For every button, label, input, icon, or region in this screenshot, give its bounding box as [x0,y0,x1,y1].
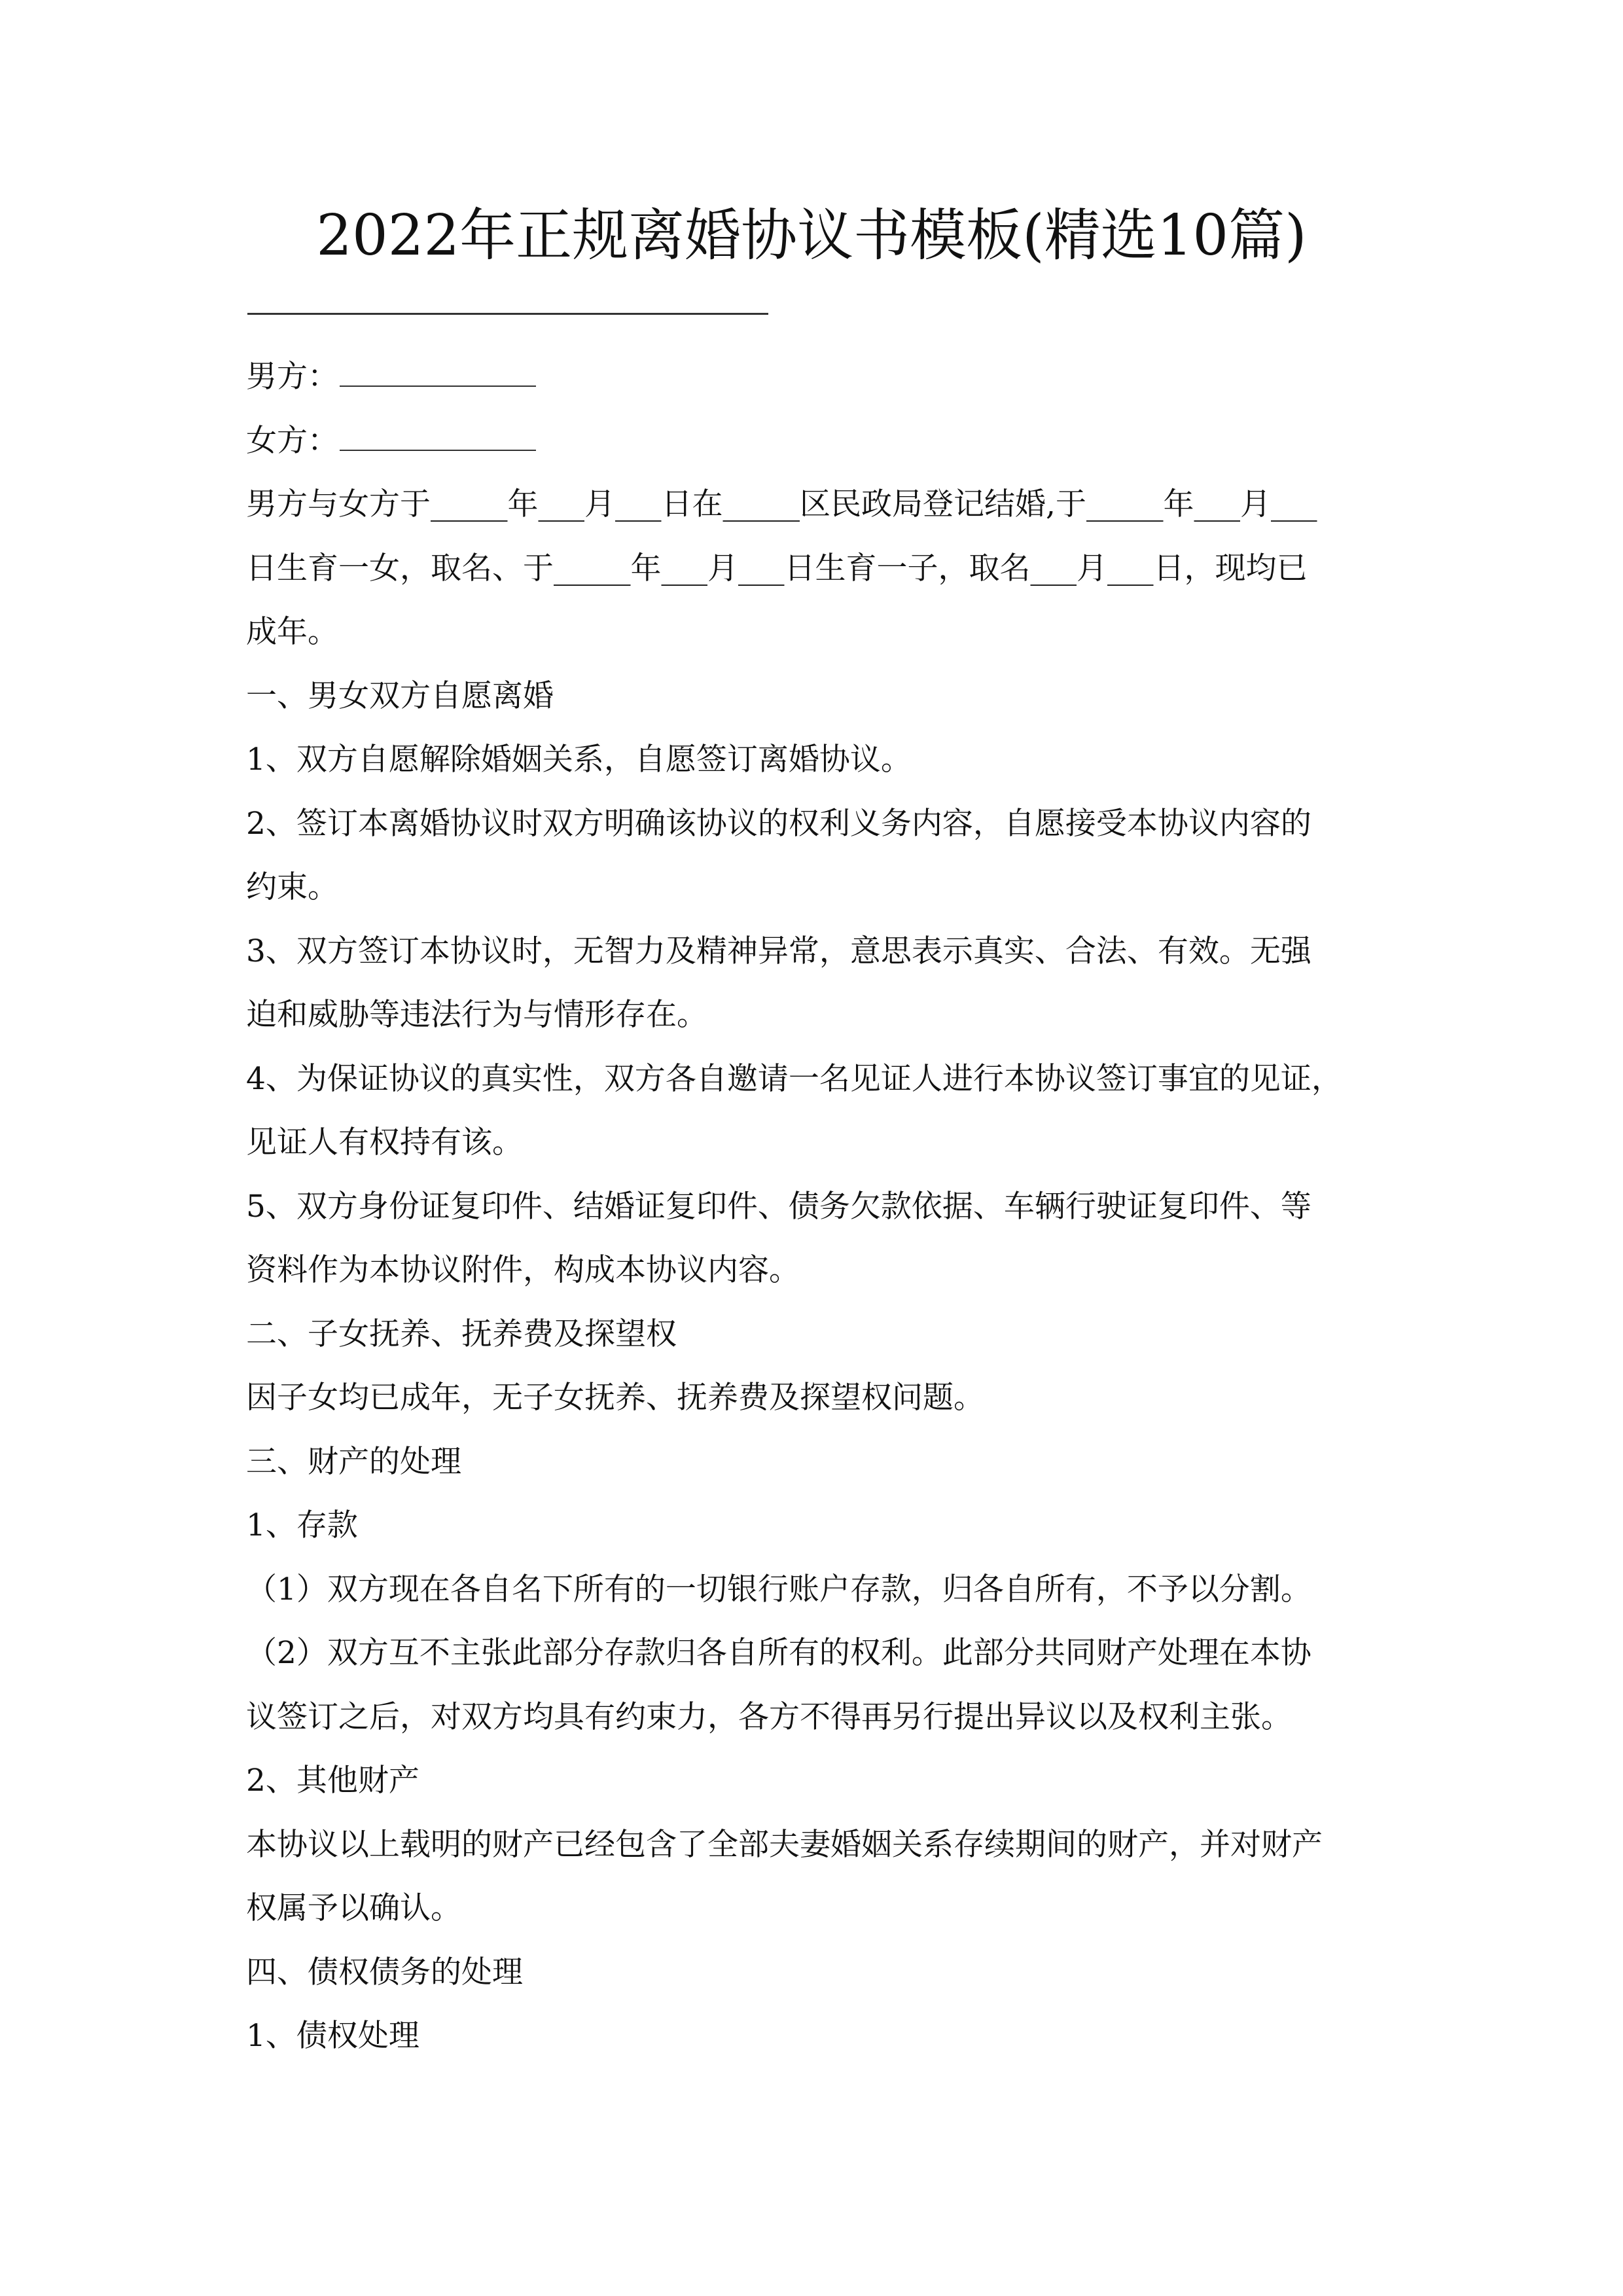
title-underline [247,313,768,315]
paragraph-line: 约束。 [246,869,338,905]
wife-blank [340,410,536,451]
wife-label: 女方： [246,422,338,459]
paragraph-line: 日生育一女，取名、于_____年___月___日生育一子，取名___月___日，现均已 [246,550,1308,586]
husband-label: 男方： [246,359,338,395]
paragraph-line: 议签订之后，对双方均具有约束力，各方不得再另行提出异议以及权利主张。 [246,1698,1292,1735]
paragraph-line: 1、双方自愿解除婚姻关系，自愿签订离婚协议。 [246,742,912,778]
paragraph-line: （1）双方现在各自名下所有的一切银行账户存款，归各自所有，不予以分割。 [246,1571,1311,1607]
section-heading: 三、财产的处理 [246,1443,461,1480]
section-heading: 一、男女双方自愿离婚 [246,677,554,714]
paragraph-line: 见证人有权持有该。 [246,1124,523,1160]
document-body [246,345,1382,2068]
paragraph-line: 4、为保证协议的真实性，双方各自邀请一名见证人进行本协议签订事宜的见证， [246,1060,1342,1097]
wife-field [246,409,1382,473]
document-title: 2022年正规离婚协议书模板(精选10篇) [316,203,1307,268]
paragraph-line: 迫和威胁等违法行为与情形存在。 [246,997,707,1033]
paragraph-line: 3、双方签订本协议时，无智力及精神异常，意思表示真实、合法、有效。无强 [246,933,1311,969]
paragraph-line: 5、双方身份证复印件、结婚证复印件、债务欠款依据、车辆行驶证复印件、等 [246,1188,1311,1225]
subsection-heading: 1、债权处理 [246,2018,419,2054]
paragraph-line: 权属予以确认。 [246,1890,461,1926]
paragraph-line: （2）双方互不主张此部分存款归各自所有的权利。此部分共同财产处理在本协 [246,1635,1311,1671]
paragraph-line: 男方与女方于_____年___月___日在_____区民政局登记结婚,于_____年___月___ [246,486,1317,522]
section-heading: 四、债权债务的处理 [246,1954,523,1990]
subsection-heading: 1、存款 [246,1507,358,1543]
paragraph-line: 2、签订本离婚协议时双方明确该协议的权利义务内容，自愿接受本协议内容的 [246,805,1311,842]
paragraph-line: 资料作为本协议附件，构成本协议内容。 [246,1252,800,1288]
paragraph-line: 本协议以上载明的财产已经包含了全部夫妻婚姻关系存续期间的财产，并对财产 [246,1826,1323,1863]
husband-field [246,345,1382,409]
section-heading: 二、子女抚养、抚养费及探望权 [246,1316,677,1352]
paragraph-line: 成年。 [246,614,338,650]
paragraph-line: 因子女均已成年，无子女抚养、抚养费及探望权问题。 [246,1380,984,1416]
husband-blank [340,346,536,387]
subsection-heading: 2、其他财产 [246,1763,419,1799]
